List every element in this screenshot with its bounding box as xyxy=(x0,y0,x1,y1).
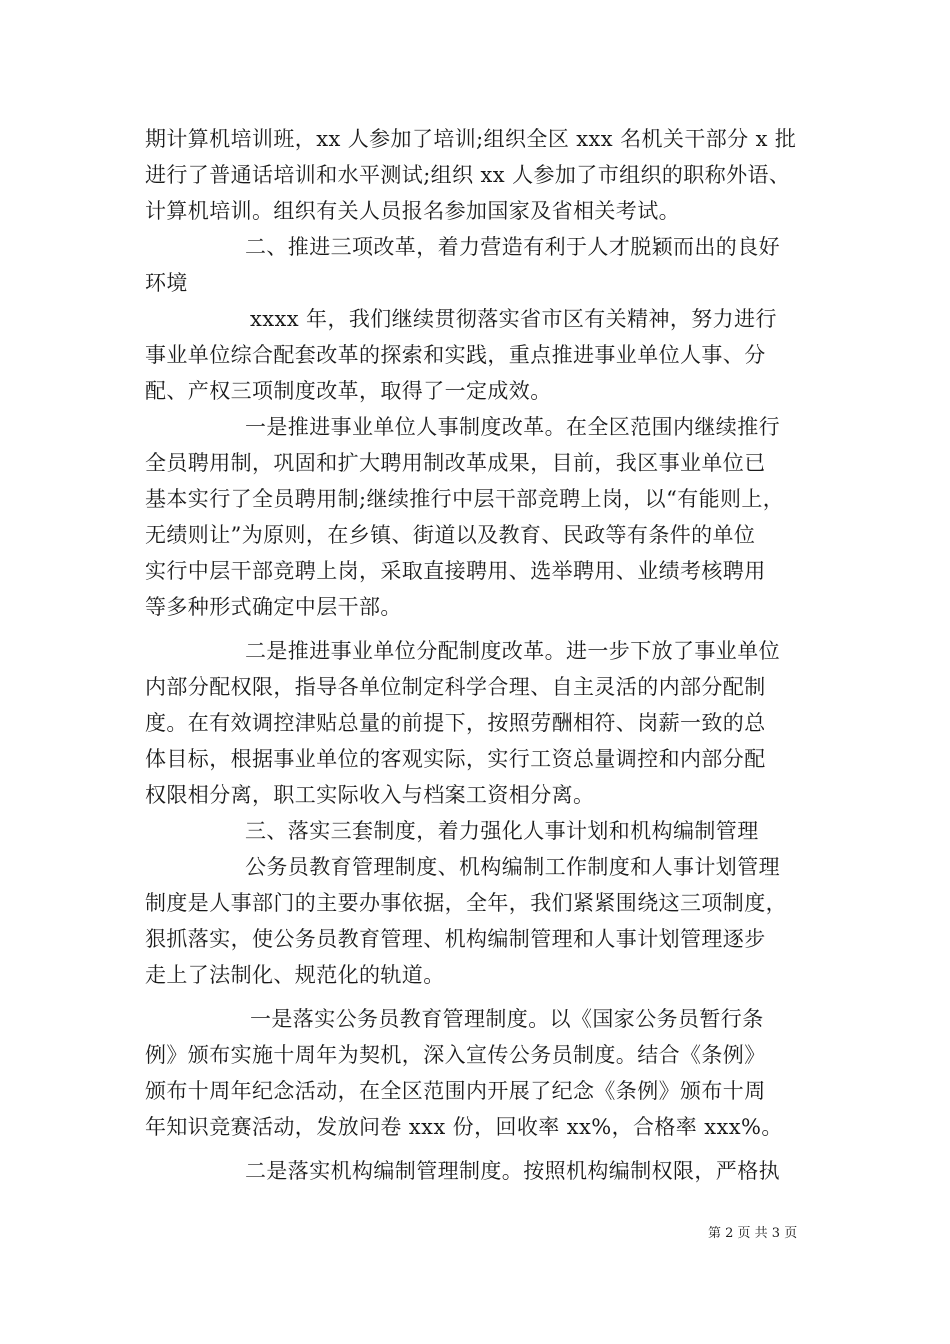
text-line: 二是落实机构编制管理制度。按照机构编制权限，严格执 xyxy=(245,1159,780,1183)
section-heading-continued: 环境 xyxy=(145,271,188,295)
text-line: 颁布十周年纪念活动，在全区范围内开展了纪念《条例》颁布十周 xyxy=(145,1079,766,1103)
text-line: 计算机培训。组织有关人员报名参加国家及省相关考试。 xyxy=(145,199,680,223)
section-heading: 三、落实三套制度，着力强化人事计划和机构编制管理 xyxy=(245,819,759,843)
text-line: 进行了普通话培训和水平测试;组织 xx 人参加了市组织的职称外语、 xyxy=(145,163,791,187)
text-line: 基本实行了全员聘用制;继续推行中层干部竞聘上岗，以“有能则上， xyxy=(145,487,785,511)
text-line: 制度是人事部门的主要办事依据，全年，我们紧紧围绕这三项制度， xyxy=(145,891,787,915)
text-line: 等多种形式确定中层干部。 xyxy=(145,595,402,619)
text-line: 体目标，根据事业单位的客观实际，实行工资总量调控和内部分配 xyxy=(145,747,766,771)
text-line: 内部分配权限，指导各单位制定科学合理、自主灵活的内部分配制 xyxy=(145,675,766,699)
text-line: 配、产权三项制度改革，取得了一定成效。 xyxy=(145,379,552,403)
text-line: 期计算机培训班，xx 人参加了培训;组织全区 xxx 名机关干部分 x 批 xyxy=(145,127,797,151)
section-heading: 二、推进三项改革，着力营造有利于人才脱颖而出的良好 xyxy=(245,235,780,259)
text-line: 实行中层干部竞聘上岗，采取直接聘用、选举聘用、业绩考核聘用 xyxy=(145,559,766,583)
text-line: 二是推进事业单位分配制度改革。进一步下放了事业单位 xyxy=(245,639,780,663)
text-line: 无绩则让”为原则，在乡镇、街道以及教育、民政等有条件的单位 xyxy=(145,523,756,547)
text-line: 公务员教育管理制度、机构编制工作制度和人事计划管理 xyxy=(245,855,780,879)
text-line: 一是推进事业单位人事制度改革。在全区范围内继续推行 xyxy=(245,415,780,439)
text-line: xxxx 年，我们继续贯彻落实省市区有关精神，努力进行 xyxy=(250,307,777,331)
text-line: 事业单位综合配套改革的探索和实践，重点推进事业单位人事、分 xyxy=(145,343,766,367)
text-line: 度。在有效调控津贴总量的前提下，按照劳酬相符、岗薪一致的总 xyxy=(145,711,766,735)
text-line: 权限相分离，职工实际收入与档案工资相分离。 xyxy=(145,783,595,807)
text-line: 例》颁布实施十周年为契机，深入宣传公务员制度。结合《条例》 xyxy=(145,1043,766,1067)
text-line: 走上了法制化、规范化的轨道。 xyxy=(145,963,445,987)
text-line: 狠抓落实，使公务员教育管理、机构编制管理和人事计划管理逐步 xyxy=(145,927,766,951)
text-line: 年知识竞赛活动，发放问卷 xxx 份，回收率 xx%，合格率 xxx%。 xyxy=(145,1115,783,1139)
page-footer: 第 2 页 共 3 页 xyxy=(708,1226,798,1241)
text-line: 全员聘用制，巩固和扩大聘用制改革成果，目前，我区事业单位已 xyxy=(145,451,766,475)
text-line: 一是落实公务员教育管理制度。以《国家公务员暂行条 xyxy=(250,1007,764,1031)
